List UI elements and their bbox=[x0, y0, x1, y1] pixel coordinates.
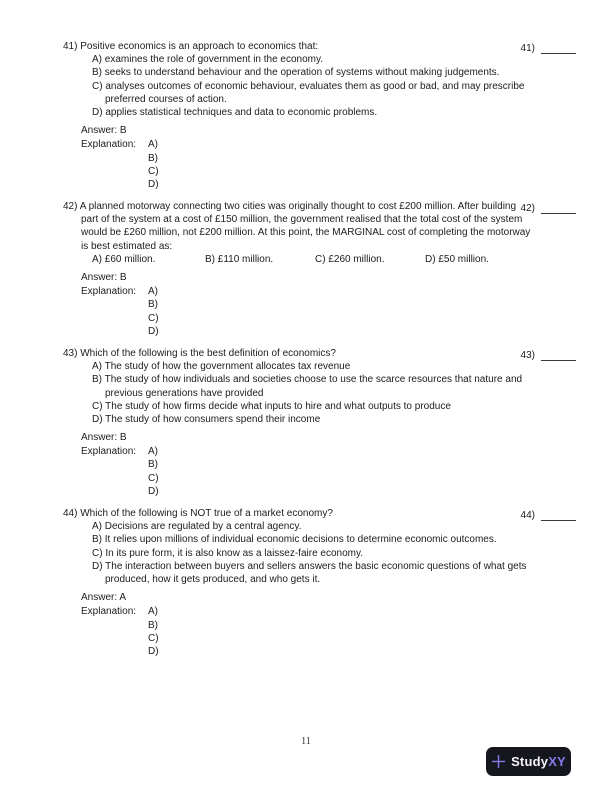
option-item: A) £60 million. bbox=[92, 253, 156, 265]
explanation-items bbox=[148, 285, 159, 338]
margin-question-number: 44) bbox=[520, 510, 535, 521]
options-list bbox=[63, 520, 543, 586]
explanation-label: Explanation: bbox=[81, 606, 137, 618]
plus-icon bbox=[491, 754, 506, 769]
questions-container bbox=[63, 40, 612, 658]
explanation-items bbox=[148, 138, 159, 191]
explanation-option: B) bbox=[148, 459, 158, 471]
explanation-items bbox=[148, 605, 159, 658]
explanation-option: A) bbox=[148, 446, 158, 458]
answer-row bbox=[81, 591, 612, 604]
question-number: 41) bbox=[63, 41, 78, 52]
explanation-option: D) bbox=[148, 485, 159, 497]
explanation-option: A) bbox=[148, 286, 158, 298]
margin-question-number: 43) bbox=[520, 349, 535, 361]
explanation-row bbox=[81, 138, 612, 191]
option-item: B) seeks to understand behaviour and the operation of systems without making judgements. bbox=[92, 67, 500, 79]
question-block bbox=[63, 507, 612, 658]
question-stem bbox=[63, 507, 532, 520]
question-text: Which of the following is NOT true of a market economy? bbox=[80, 508, 333, 519]
studyxy-logo-badge bbox=[486, 747, 571, 776]
margin-question-number: 42) bbox=[520, 203, 535, 215]
explanation-option: C) bbox=[148, 165, 159, 177]
answer-value: B bbox=[119, 125, 127, 137]
margin-question-number: 41) bbox=[520, 43, 535, 54]
option-item: C) In its pure form, it is also know as a laissez-faire economy. bbox=[92, 547, 364, 559]
option-item: C) analyses outcomes of economic behaviour, evaluates them as good or bad, and may prescribe preferred courses of action. bbox=[92, 80, 525, 105]
answer-value: B bbox=[119, 432, 127, 444]
explanation-option: A) bbox=[148, 606, 158, 618]
option-item: D) £50 million. bbox=[425, 253, 489, 265]
explanation-option: B) bbox=[148, 619, 158, 631]
explanation-label: Explanation: bbox=[81, 139, 137, 151]
answer-row bbox=[81, 124, 612, 137]
option-item: D) The study of how consumers spend their income bbox=[92, 413, 321, 425]
explanation-option: C) bbox=[148, 632, 159, 644]
option-item: D) The interaction between buyers and sellers answers the basic economic questions of what gets produced, how it gets produced, and who gets it. bbox=[92, 560, 527, 585]
option-item: B) It relies upon millions of individual economic decisions to determine economic outcomes. bbox=[92, 534, 497, 546]
explanation-label: Explanation: bbox=[81, 446, 137, 458]
question-text: Which of the following is the best definition of economics? bbox=[80, 347, 336, 359]
brand-text bbox=[511, 753, 566, 770]
question-number: 43) bbox=[63, 347, 78, 359]
option-item: A) The study of how the government allocates tax revenue bbox=[92, 361, 351, 373]
answer-blank-line bbox=[541, 510, 576, 521]
answer-label: Answer: bbox=[81, 432, 118, 444]
options-list bbox=[63, 53, 543, 119]
answer-row bbox=[81, 271, 612, 284]
question-number: 42) bbox=[63, 201, 78, 213]
explanation-option: C) bbox=[148, 312, 159, 324]
explanation-option: C) bbox=[148, 472, 159, 484]
question-stem bbox=[63, 40, 532, 53]
options-list bbox=[63, 253, 543, 266]
explanation-row bbox=[81, 605, 612, 658]
explanation-row bbox=[81, 445, 612, 498]
explanation-option: D) bbox=[148, 178, 159, 190]
page-number: 11 bbox=[301, 735, 311, 747]
options-list bbox=[63, 360, 543, 426]
question-text: Positive economics is an approach to economics that: bbox=[80, 41, 319, 52]
answer-slot bbox=[521, 200, 576, 215]
option-item: B) £110 million. bbox=[205, 253, 274, 265]
explanation-row bbox=[81, 285, 612, 338]
brand-study: Study bbox=[511, 753, 549, 769]
explanation-label: Explanation: bbox=[81, 286, 137, 298]
question-text: A planned motorway connecting two cities was originally thought to cost £200 million. After building part of the system at a cost of £150 million, the government realised that the total cost of the system would be £260 million, not £200 million. At this point, the MARGINAL cost of completing the motorway is best estimated as: bbox=[79, 201, 531, 252]
question-stem bbox=[63, 347, 532, 360]
explanation-items bbox=[148, 445, 159, 498]
option-item: C) £260 million. bbox=[315, 253, 385, 265]
brand-xy: XY bbox=[548, 753, 566, 769]
question-block bbox=[63, 347, 612, 498]
option-item: A) Decisions are regulated by a central agency. bbox=[92, 521, 302, 533]
explanation-option: B) bbox=[148, 152, 158, 164]
answer-value: B bbox=[119, 272, 127, 283]
answer-slot bbox=[521, 507, 576, 522]
option-item: A) examines the role of government in the economy. bbox=[92, 54, 324, 66]
answer-label: Answer: bbox=[81, 125, 118, 137]
answer-slot bbox=[521, 347, 576, 362]
answer-value: A bbox=[119, 592, 127, 604]
answer-blank-line bbox=[541, 350, 576, 361]
option-item: C) The study of how firms decide what inputs to hire and what outputs to produce bbox=[92, 400, 451, 412]
question-block bbox=[63, 40, 612, 191]
answer-blank-line bbox=[541, 203, 576, 214]
question-stem bbox=[63, 200, 532, 253]
explanation-option: B) bbox=[148, 299, 158, 311]
answer-label: Answer: bbox=[81, 272, 118, 283]
answer-blank-line bbox=[541, 43, 576, 54]
option-item: D) applies statistical techniques and data to economic problems. bbox=[92, 106, 378, 118]
explanation-option: A) bbox=[148, 139, 158, 151]
question-number: 44) bbox=[63, 508, 78, 519]
answer-label: Answer: bbox=[81, 592, 118, 604]
explanation-option: D) bbox=[148, 645, 159, 657]
answer-slot bbox=[521, 40, 576, 55]
explanation-option: D) bbox=[148, 325, 159, 337]
answer-row bbox=[81, 431, 612, 444]
question-block bbox=[63, 200, 612, 338]
option-item: B) The study of how individuals and societies choose to use the scarce resources that nature and previous generations have provided bbox=[92, 374, 523, 399]
